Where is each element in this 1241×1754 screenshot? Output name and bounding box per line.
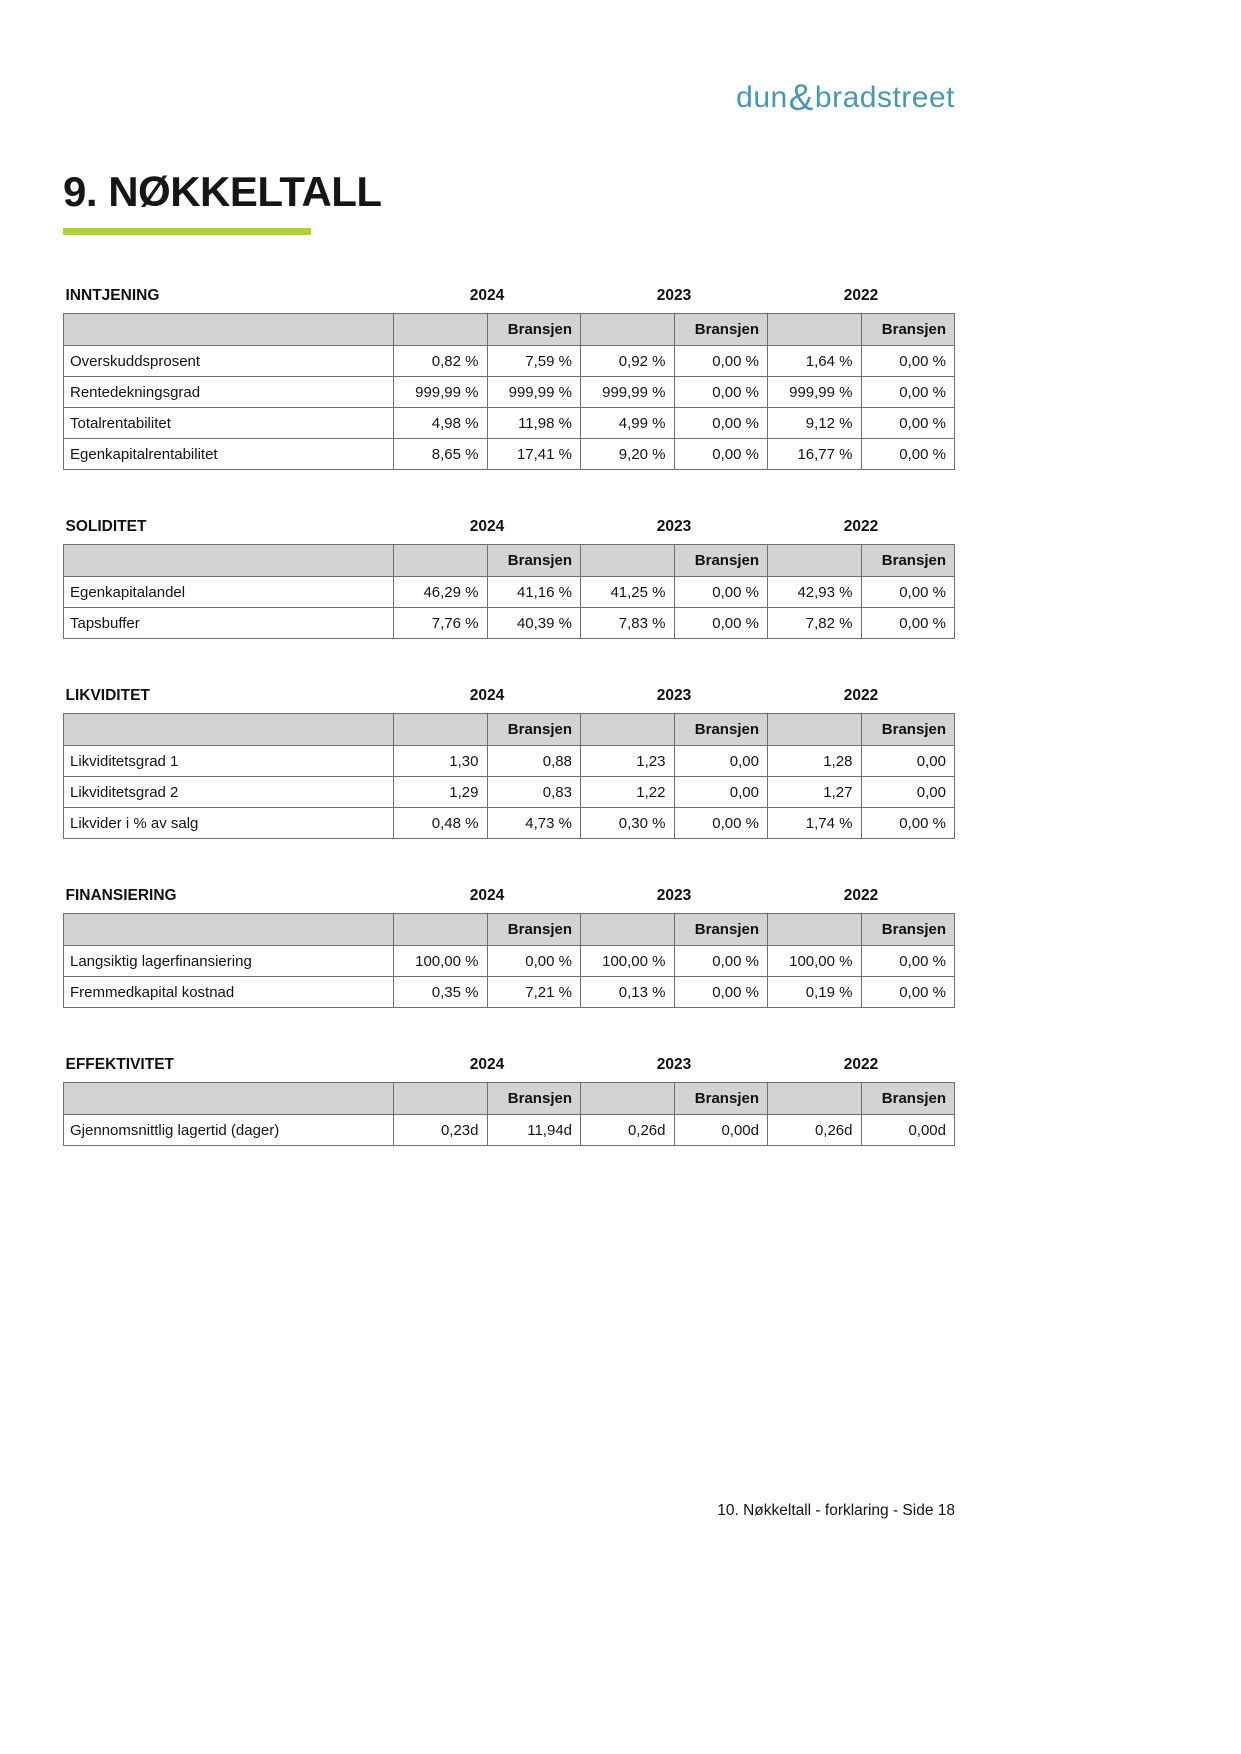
empty-header-cell xyxy=(581,914,675,946)
empty-header-cell xyxy=(394,714,488,746)
table-row xyxy=(64,777,955,808)
section-title: INNTJENING xyxy=(64,287,394,314)
value-cell: 0,13 % xyxy=(581,977,675,1008)
value-cell: 9,12 % xyxy=(768,408,862,439)
value-cell: 0,00 % xyxy=(674,808,768,839)
value-cell: 100,00 % xyxy=(394,946,488,977)
bransjen-header-row xyxy=(64,545,955,577)
value-cell: 16,77 % xyxy=(768,439,862,470)
value-cell: 41,16 % xyxy=(487,577,581,608)
year-header: 2022 xyxy=(768,287,955,314)
empty-header-cell xyxy=(394,314,488,346)
value-cell: 9,20 % xyxy=(581,439,675,470)
year-header: 2024 xyxy=(394,687,581,714)
bransjen-header: Bransjen xyxy=(487,714,581,746)
title-accent-bar xyxy=(63,228,311,235)
table-row xyxy=(64,577,955,608)
value-cell: 0,00 % xyxy=(861,808,955,839)
bransjen-header-row xyxy=(64,1083,955,1115)
metric-label: Tapsbuffer xyxy=(64,608,394,639)
value-cell: 0,00 % xyxy=(674,439,768,470)
value-cell: 0,00 xyxy=(674,777,768,808)
value-cell: 1,30 xyxy=(394,746,488,777)
table-finansiering xyxy=(63,887,955,1008)
metric-label: Totalrentabilitet xyxy=(64,408,394,439)
empty-header-cell xyxy=(581,314,675,346)
value-cell: 11,98 % xyxy=(487,408,581,439)
table-row xyxy=(64,608,955,639)
value-cell: 41,25 % xyxy=(581,577,675,608)
bransjen-header: Bransjen xyxy=(674,314,768,346)
value-cell: 0,00 % xyxy=(861,946,955,977)
section-title: EFFEKTIVITET xyxy=(64,1056,394,1083)
value-cell: 4,99 % xyxy=(581,408,675,439)
value-cell: 100,00 % xyxy=(768,946,862,977)
empty-header-cell xyxy=(768,714,862,746)
metric-label: Egenkapitalandel xyxy=(64,577,394,608)
value-cell: 0,23d xyxy=(394,1115,488,1146)
logo-dun-text: dun xyxy=(736,81,788,114)
table-row xyxy=(64,1115,955,1146)
bransjen-header: Bransjen xyxy=(861,714,955,746)
value-cell: 1,74 % xyxy=(768,808,862,839)
value-cell: 999,99 % xyxy=(487,377,581,408)
value-cell: 1,29 xyxy=(394,777,488,808)
empty-header-cell xyxy=(768,1083,862,1115)
value-cell: 0,00 % xyxy=(861,377,955,408)
value-cell: 46,29 % xyxy=(394,577,488,608)
value-cell: 4,73 % xyxy=(487,808,581,839)
value-cell: 0,35 % xyxy=(394,977,488,1008)
year-header: 2024 xyxy=(394,887,581,914)
year-header: 2022 xyxy=(768,687,955,714)
metric-label: Langsiktig lagerfinansiering xyxy=(64,946,394,977)
section-title: LIKVIDITET xyxy=(64,687,394,714)
value-cell: 42,93 % xyxy=(768,577,862,608)
empty-header-cell xyxy=(394,914,488,946)
bransjen-header: Bransjen xyxy=(861,314,955,346)
bransjen-header: Bransjen xyxy=(487,545,581,577)
bransjen-header: Bransjen xyxy=(487,314,581,346)
section-header-row xyxy=(64,887,955,914)
year-header: 2023 xyxy=(581,518,768,545)
value-cell: 0,26d xyxy=(581,1115,675,1146)
value-cell: 0,00d xyxy=(674,1115,768,1146)
section-title: SOLIDITET xyxy=(64,518,394,545)
table-row xyxy=(64,946,955,977)
bransjen-header: Bransjen xyxy=(674,714,768,746)
metric-label: Overskuddsprosent xyxy=(64,346,394,377)
section-header-row xyxy=(64,287,955,314)
empty-header-cell xyxy=(64,314,394,346)
empty-header-cell xyxy=(64,714,394,746)
bransjen-header: Bransjen xyxy=(487,914,581,946)
page-content xyxy=(63,0,955,1146)
value-cell: 0,19 % xyxy=(768,977,862,1008)
value-cell: 0,48 % xyxy=(394,808,488,839)
metric-label: Egenkapitalrentabilitet xyxy=(64,439,394,470)
value-cell: 999,99 % xyxy=(768,377,862,408)
value-cell: 0,00 % xyxy=(861,408,955,439)
value-cell: 0,00 % xyxy=(861,977,955,1008)
empty-header-cell xyxy=(768,314,862,346)
empty-header-cell xyxy=(581,1083,675,1115)
value-cell: 0,82 % xyxy=(394,346,488,377)
section-header-row xyxy=(64,518,955,545)
value-cell: 0,00 % xyxy=(674,608,768,639)
empty-header-cell xyxy=(581,545,675,577)
table-effektivitet xyxy=(63,1056,955,1146)
value-cell: 1,28 xyxy=(768,746,862,777)
value-cell: 0,26d xyxy=(768,1115,862,1146)
year-header: 2023 xyxy=(581,687,768,714)
table-row xyxy=(64,439,955,470)
dnb-logo xyxy=(736,74,955,116)
year-header: 2022 xyxy=(768,887,955,914)
value-cell: 0,00 % xyxy=(487,946,581,977)
value-cell: 0,92 % xyxy=(581,346,675,377)
value-cell: 1,64 % xyxy=(768,346,862,377)
value-cell: 7,83 % xyxy=(581,608,675,639)
value-cell: 11,94d xyxy=(487,1115,581,1146)
year-header: 2024 xyxy=(394,287,581,314)
table-inntjening xyxy=(63,287,955,470)
logo-ampersand-icon: & xyxy=(788,77,814,118)
empty-header-cell xyxy=(64,1083,394,1115)
empty-header-cell xyxy=(581,714,675,746)
value-cell: 0,30 % xyxy=(581,808,675,839)
value-cell: 40,39 % xyxy=(487,608,581,639)
bransjen-header: Bransjen xyxy=(674,914,768,946)
value-cell: 0,00 % xyxy=(861,439,955,470)
table-row xyxy=(64,808,955,839)
value-cell: 999,99 % xyxy=(394,377,488,408)
value-cell: 0,00 % xyxy=(861,608,955,639)
bransjen-header: Bransjen xyxy=(861,914,955,946)
empty-header-cell xyxy=(64,914,394,946)
value-cell: 0,00 xyxy=(674,746,768,777)
year-header: 2023 xyxy=(581,887,768,914)
empty-header-cell xyxy=(64,545,394,577)
value-cell: 7,59 % xyxy=(487,346,581,377)
metric-label: Gjennomsnittlig lagertid (dager) xyxy=(64,1115,394,1146)
section-title: FINANSIERING xyxy=(64,887,394,914)
year-header: 2022 xyxy=(768,1056,955,1083)
value-cell: 0,00d xyxy=(861,1115,955,1146)
value-cell: 0,00 % xyxy=(861,346,955,377)
metric-label: Fremmedkapital kostnad xyxy=(64,977,394,1008)
year-header: 2022 xyxy=(768,518,955,545)
value-cell: 0,00 % xyxy=(674,977,768,1008)
bransjen-header: Bransjen xyxy=(674,545,768,577)
value-cell: 0,00 % xyxy=(674,577,768,608)
year-header: 2024 xyxy=(394,1056,581,1083)
table-row xyxy=(64,346,955,377)
value-cell: 1,23 xyxy=(581,746,675,777)
empty-header-cell xyxy=(768,545,862,577)
value-cell: 7,21 % xyxy=(487,977,581,1008)
table-row xyxy=(64,746,955,777)
value-cell: 7,76 % xyxy=(394,608,488,639)
table-row xyxy=(64,977,955,1008)
table-soliditet xyxy=(63,518,955,639)
table-likviditet xyxy=(63,687,955,839)
bransjen-header: Bransjen xyxy=(487,1083,581,1115)
empty-header-cell xyxy=(768,914,862,946)
value-cell: 0,00 xyxy=(861,777,955,808)
metric-label: Likvider i % av salg xyxy=(64,808,394,839)
bransjen-header-row xyxy=(64,914,955,946)
bransjen-header: Bransjen xyxy=(861,545,955,577)
bransjen-header: Bransjen xyxy=(674,1083,768,1115)
value-cell: 8,65 % xyxy=(394,439,488,470)
value-cell: 0,00 xyxy=(861,746,955,777)
value-cell: 0,83 xyxy=(487,777,581,808)
value-cell: 0,00 % xyxy=(674,946,768,977)
year-header: 2023 xyxy=(581,1056,768,1083)
bransjen-header-row xyxy=(64,314,955,346)
year-header: 2024 xyxy=(394,518,581,545)
value-cell: 999,99 % xyxy=(581,377,675,408)
value-cell: 7,82 % xyxy=(768,608,862,639)
table-row xyxy=(64,408,955,439)
section-header-row xyxy=(64,687,955,714)
value-cell: 17,41 % xyxy=(487,439,581,470)
value-cell: 0,00 % xyxy=(861,577,955,608)
value-cell: 0,00 % xyxy=(674,377,768,408)
empty-header-cell xyxy=(394,1083,488,1115)
value-cell: 0,00 % xyxy=(674,346,768,377)
table-row xyxy=(64,377,955,408)
value-cell: 1,27 xyxy=(768,777,862,808)
value-cell: 100,00 % xyxy=(581,946,675,977)
empty-header-cell xyxy=(394,545,488,577)
metric-label: Likviditetsgrad 1 xyxy=(64,746,394,777)
page-footer: 10. Nøkkeltall - forklaring - Side 18 xyxy=(717,1502,955,1519)
bransjen-header-row xyxy=(64,714,955,746)
value-cell: 0,00 % xyxy=(674,408,768,439)
page-title: 9. NØKKELTALL xyxy=(63,168,382,215)
logo-bradstreet-text: bradstreet xyxy=(814,81,955,114)
section-header-row xyxy=(64,1056,955,1083)
year-header: 2023 xyxy=(581,287,768,314)
bransjen-header: Bransjen xyxy=(861,1083,955,1115)
metric-label: Likviditetsgrad 2 xyxy=(64,777,394,808)
value-cell: 4,98 % xyxy=(394,408,488,439)
metric-label: Rentedekningsgrad xyxy=(64,377,394,408)
value-cell: 1,22 xyxy=(581,777,675,808)
value-cell: 0,88 xyxy=(487,746,581,777)
